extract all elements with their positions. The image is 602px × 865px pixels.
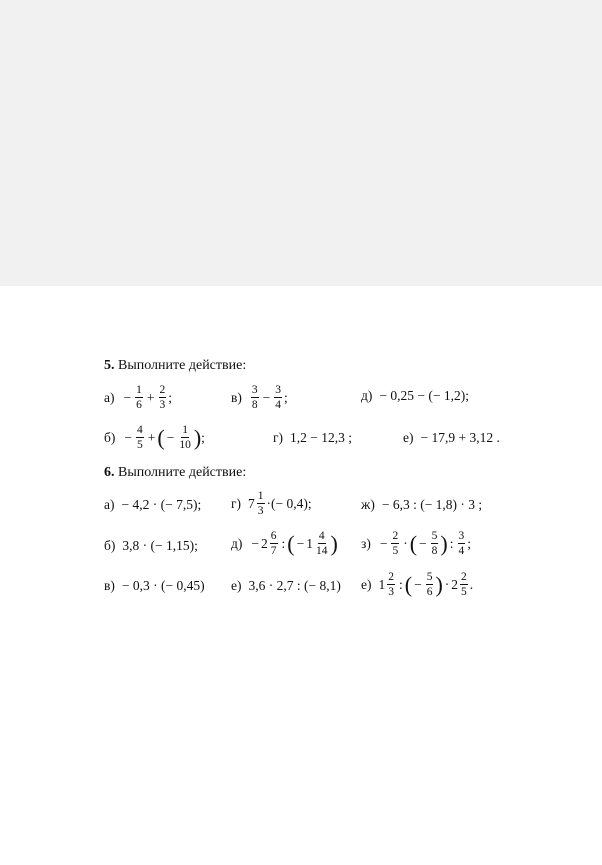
task6-item-e: е) 3,6 · 2,7 : (− 8,1): [231, 578, 341, 593]
expression: − 0,3 · (− 0,45): [121, 578, 205, 593]
task6-item-zh: ж) − 6,3 : (− 1,8) · 3 ;: [361, 497, 483, 512]
task6-item-z: з) − $\frac{2}{5}$ · ( − $\frac{5}{8}$ ) : $\frac{3}{4}$ ;: [361, 530, 472, 558]
task6-item-v: в) − 0,3 · (− 0,45): [104, 578, 205, 593]
task6-item-d: д) − 2 $\frac{6}{7}$ : ( − 1 $\frac{4}{14}$ ): [231, 530, 338, 558]
gray-top-area: [0, 0, 602, 286]
expression: − 4,2 · (− 7,5);: [121, 497, 202, 512]
expression: 1,2 − 12,3 ;: [290, 430, 353, 445]
worksheet-page: [0, 286, 602, 865]
task6-item-a: а) − 4,2 · (− 7,5);: [104, 497, 202, 512]
expression: − 6,3 : (− 1,8) · 3 ;: [381, 497, 483, 512]
fraction: $\frac{1}{6}$: [136, 384, 142, 412]
fraction: $\frac{3}{8}$: [251, 384, 258, 412]
task5-item-b: б) − $\frac{4}{5}$ + ( − $\frac{1}{10}$ ) ;: [104, 424, 205, 452]
fraction: $\frac{2}{3}$: [159, 384, 166, 412]
task6-item-e2: е) 1 $\frac{2}{3}$ : ( − $\frac{5}{6}$ ) · 2 $\frac{2}{5}$ .: [361, 571, 474, 599]
fraction: $\frac{1}{10}$: [179, 424, 191, 452]
task5-item-d: д) − 0,25 − (− 1,2);: [361, 388, 469, 403]
mixed-number: 7 $\frac{1}{3}$: [248, 490, 264, 518]
task5-item-a: а) − $\frac{1}{6}$ + $\frac{2}{3}$ ;: [104, 384, 173, 412]
task6-title: Выполните действие:: [118, 465, 247, 480]
task5-item-v: в) $\frac{3}{8}$ − $\frac{3}{4}$ ;: [231, 384, 288, 412]
task5-item-g: г) 1,2 − 12,3 ;: [273, 430, 353, 445]
expression: 3,8 · (− 1,15);: [122, 538, 198, 553]
task5-item-e: е) − 17,9 + 3,12 .: [403, 430, 500, 445]
expression: 3,6 · 2,7 : (− 8,1): [248, 578, 341, 593]
fraction: $\frac{4}{5}$: [137, 424, 143, 452]
task6-item-g: г) 7 $\frac{1}{3}$ ·(− 0,4);: [231, 490, 312, 518]
expression: − 0,25 − (− 1,2);: [379, 388, 469, 403]
task6-number: 6.: [104, 465, 115, 480]
expression: − 17,9 + 3,12 .: [420, 430, 500, 445]
task5-number: 5.: [104, 358, 115, 373]
task5-title: Выполните действие:: [118, 358, 247, 373]
task6-item-b: б) 3,8 · (− 1,15);: [104, 538, 198, 553]
fraction: $\frac{3}{4}$: [275, 384, 281, 412]
task6-heading: [104, 465, 246, 481]
task5-heading: [104, 358, 246, 374]
